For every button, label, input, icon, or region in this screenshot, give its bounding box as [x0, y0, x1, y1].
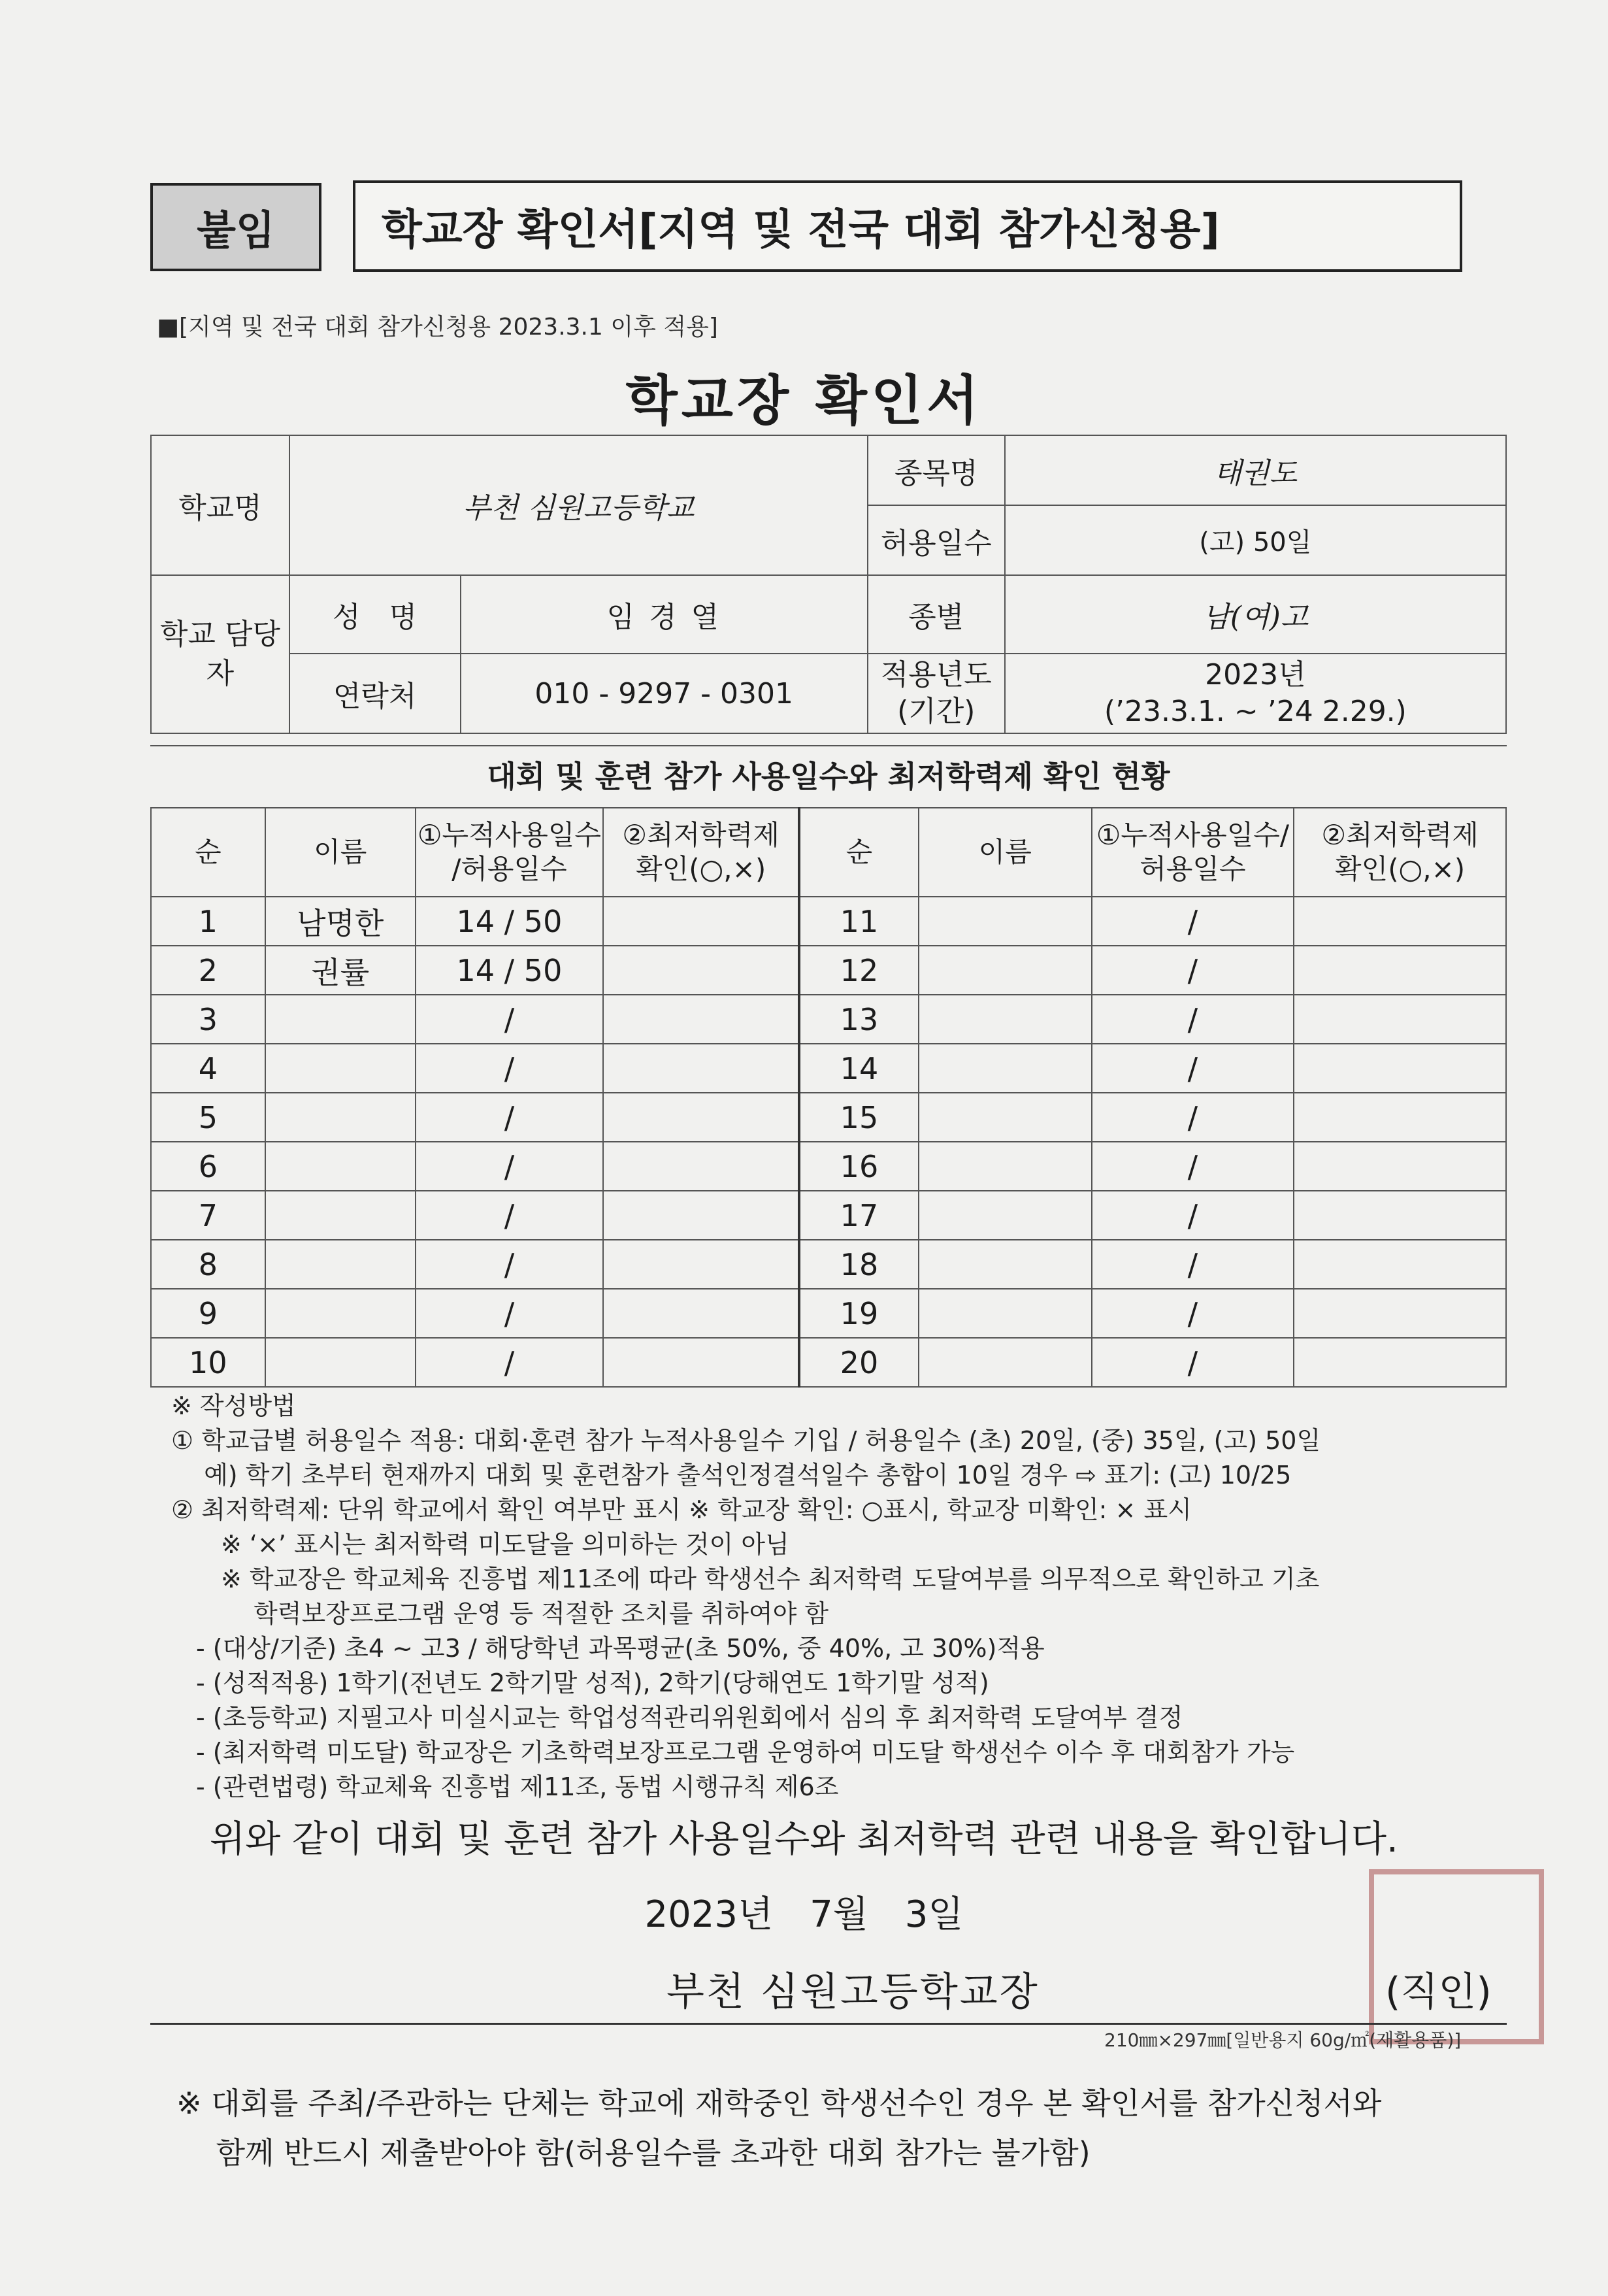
- header-days-right: ①누적사용일수/ 허용일수: [1092, 808, 1294, 897]
- principal-name: 부천 심원고등학교장: [666, 1969, 1040, 2015]
- official-seal: [1369, 1869, 1544, 2044]
- row-no: 12: [799, 946, 919, 995]
- instruction-line: 예) 학기 초부터 현재까지 대회 및 훈련참가 출석인정결석일수 총합이 10일 경우 ⇨ 표기: (고) 10/25: [171, 1461, 1292, 1489]
- instruction-line: - (초등학교) 지필고사 미실시교는 학업성적관리위원회에서 심의 후 최저학력 도달여부 결정: [171, 1703, 1183, 1732]
- row-days: /: [1092, 946, 1294, 995]
- allowed-days-value: (고) 50일: [1005, 505, 1506, 575]
- table-row: [151, 1240, 1506, 1289]
- row-days: /: [1092, 897, 1294, 946]
- instruction-line: - (최저학력 미도달) 학교장은 기초학력보장프로그램 운영하여 미도달 학생선수 이수 후 대회참가 가능: [171, 1738, 1295, 1767]
- row-name: [265, 995, 416, 1044]
- row-name: [919, 946, 1092, 995]
- row-name: [919, 1289, 1092, 1338]
- row-days: /: [416, 1142, 604, 1191]
- participation-table: [150, 807, 1507, 1388]
- row-check: [1294, 995, 1506, 1044]
- row-name: [919, 1093, 1092, 1142]
- row-days: /: [416, 1191, 604, 1240]
- row-days: /: [416, 995, 604, 1044]
- row-check: [603, 1289, 799, 1338]
- row-check: [1294, 897, 1506, 946]
- instruction-line: ※ ‘×’ 표시는 최저학력 미도달을 의미하는 것이 아님: [171, 1530, 789, 1559]
- row-name: [265, 1338, 416, 1387]
- row-days: /: [416, 1093, 604, 1142]
- row-no: 14: [799, 1044, 919, 1093]
- row-name: [919, 1240, 1092, 1289]
- apply-year-value: [1005, 654, 1506, 733]
- row-no: 16: [799, 1142, 919, 1191]
- applicability-note: ■[지역 및 전국 대회 참가신청용 2023.3.1 이후 적용]: [157, 314, 718, 341]
- section-title: 대회 및 훈련 참가 사용일수와 최저학력제 확인 현황: [150, 745, 1507, 807]
- row-no: 15: [799, 1093, 919, 1142]
- row-no: 2: [151, 946, 265, 995]
- instruction-line: 학력보장프로그램 운영 등 적절한 조치를 취하여야 함: [171, 1599, 829, 1628]
- row-check: [1294, 1338, 1506, 1387]
- table-row: [151, 1142, 1506, 1191]
- apply-year-label-line2: (기간): [897, 695, 976, 728]
- apply-year-label: [868, 654, 1005, 733]
- row-no: 3: [151, 995, 265, 1044]
- row-days: /: [1092, 1093, 1294, 1142]
- manager-label: 학교 담당자: [151, 575, 289, 733]
- row-no: 9: [151, 1289, 265, 1338]
- table-row: [151, 1338, 1506, 1387]
- row-no: 17: [799, 1191, 919, 1240]
- row-no: 8: [151, 1240, 265, 1289]
- row-no: 18: [799, 1240, 919, 1289]
- row-no: 11: [799, 897, 919, 946]
- row-check: [603, 946, 799, 995]
- instruction-line: ※ 학교장은 학교체육 진흥법 제11조에 따라 학생선수 최저학력 도달여부를 의무적으로 확인하고 기초: [171, 1565, 1320, 1593]
- table-row: [151, 1093, 1506, 1142]
- row-no: 20: [799, 1338, 919, 1387]
- instruction-line: ② 최저학력제: 단위 학교에서 확인 여부만 표시 ※ 학교장 확인: ○표시, 학교장 미확인: × 표시: [171, 1495, 1192, 1524]
- row-name: [265, 1093, 416, 1142]
- school-info-table: [150, 435, 1507, 734]
- footer-note: [176, 2078, 1516, 2178]
- row-no: 10: [151, 1338, 265, 1387]
- instruction-line: ① 학교급별 허용일수 적용: 대회·훈련 참가 누적사용일수 기입 / 허용일수 (초) 20일, (중) 35일, (고) 50일: [171, 1426, 1321, 1455]
- gender-value: 남(여)고: [1005, 575, 1506, 654]
- header-name-left: 이름: [265, 808, 416, 897]
- issue-date: 2023년 7월 3일: [644, 1893, 964, 1936]
- document-title: 학교장 확인서: [625, 370, 983, 432]
- row-check: [1294, 946, 1506, 995]
- header-name-right: 이름: [919, 808, 1092, 897]
- row-days: /: [416, 1338, 604, 1387]
- row-no: 7: [151, 1191, 265, 1240]
- manager-name-label: 성 명: [289, 575, 461, 654]
- divider: [150, 2023, 1507, 2025]
- row-check: [1294, 1142, 1506, 1191]
- row-check: [603, 1240, 799, 1289]
- row-no: 19: [799, 1289, 919, 1338]
- row-check: [1294, 1191, 1506, 1240]
- row-days: /: [1092, 1191, 1294, 1240]
- row-days: /: [1092, 1240, 1294, 1289]
- contact-label: 연락처: [289, 654, 461, 733]
- gender-label: 종별: [868, 575, 1005, 654]
- instruction-line: ※ 작성방법: [171, 1391, 296, 1420]
- instruction-line: - (성적적용) 1학기(전년도 2학기말 성적), 2학기(당해연도 1학기말 성적): [171, 1669, 989, 1697]
- footer-line-2: 함께 반드시 제출받아야 함(허용일수를 초과한 대회 참가는 불가함): [176, 2135, 1091, 2171]
- row-days: /: [416, 1044, 604, 1093]
- table-row: [151, 995, 1506, 1044]
- row-days: /: [1092, 1338, 1294, 1387]
- header-days-left: ①누적사용일수 /허용일수: [416, 808, 604, 897]
- row-check: [603, 995, 799, 1044]
- row-no: 13: [799, 995, 919, 1044]
- manager-name-value: 임 경 열: [461, 575, 868, 654]
- table-row: [151, 1044, 1506, 1093]
- row-name: [265, 1240, 416, 1289]
- row-name: [919, 1044, 1092, 1093]
- apply-year-value-line2: (’23.3.1. ~ ’24 2.29.): [1104, 695, 1407, 728]
- row-days: 14 / 50: [416, 946, 604, 995]
- row-check: [603, 1338, 799, 1387]
- row-check: [1294, 1240, 1506, 1289]
- row-check: [603, 1044, 799, 1093]
- row-check: [603, 1191, 799, 1240]
- row-check: [603, 1093, 799, 1142]
- row-name: [919, 1142, 1092, 1191]
- row-name: [919, 1338, 1092, 1387]
- header-no-left: 순: [151, 808, 265, 897]
- paper-spec: 210㎜×297㎜[일반용지 60g/㎡(재활용품)]: [1104, 2029, 1462, 2051]
- school-name-label: 학교명: [151, 435, 289, 575]
- table-row: [151, 897, 1506, 946]
- row-days: /: [1092, 1044, 1294, 1093]
- row-name: [265, 1191, 416, 1240]
- row-name: [919, 995, 1092, 1044]
- row-name: [265, 1289, 416, 1338]
- table-row: [151, 946, 1506, 995]
- row-name: [265, 1044, 416, 1093]
- row-check: [603, 897, 799, 946]
- row-name: 권률: [265, 946, 416, 995]
- apply-year-value-line1: 2023년: [1205, 658, 1306, 691]
- header-no-right: 순: [799, 808, 919, 897]
- row-check: [1294, 1044, 1506, 1093]
- instructions: [171, 1389, 1517, 1805]
- row-no: 1: [151, 897, 265, 946]
- seal-label: (직인): [1385, 1969, 1492, 2015]
- event-label: 종목명: [868, 435, 1005, 505]
- header-title: 학교장 확인서[지역 및 전국 대회 참가신청용]: [353, 180, 1462, 272]
- row-days: /: [1092, 995, 1294, 1044]
- row-name: [265, 1142, 416, 1191]
- row-days: /: [1092, 1289, 1294, 1338]
- row-name: [919, 897, 1092, 946]
- row-days: /: [416, 1289, 604, 1338]
- row-check: [1294, 1289, 1506, 1338]
- footer-line-1: ※ 대회를 주최/주관하는 단체는 학교에 재학중인 학생선수인 경우 본 확인서를 참가신청서와: [176, 2086, 1382, 2121]
- row-days: /: [1092, 1142, 1294, 1191]
- row-name: [919, 1191, 1092, 1240]
- table-row: [151, 1191, 1506, 1240]
- row-no: 5: [151, 1093, 265, 1142]
- instruction-line: - (대상/기준) 초4 ~ 고3 / 해당학년 과목평균(초 50%, 중 40%, 고 30%)적용: [171, 1634, 1045, 1663]
- attachment-tag: 붙임: [150, 183, 321, 271]
- allowed-days-label: 허용일수: [868, 505, 1005, 575]
- row-no: 6: [151, 1142, 265, 1191]
- table-row: [151, 1289, 1506, 1338]
- confirmation-statement: 위와 같이 대회 및 훈련 참가 사용일수와 최저학력 관련 내용을 확인합니다.: [210, 1818, 1398, 1861]
- row-check: [603, 1142, 799, 1191]
- header-check-right: ②최저학력제 확인(○,×): [1294, 808, 1506, 897]
- apply-year-label-line1: 적용년도: [880, 658, 992, 691]
- row-check: [1294, 1093, 1506, 1142]
- row-no: 4: [151, 1044, 265, 1093]
- row-days: 14 / 50: [416, 897, 604, 946]
- header-check-left: ②최저학력제 확인(○,×): [603, 808, 799, 897]
- contact-value: 010 - 9297 - 0301: [461, 654, 868, 733]
- event-value: 태권도: [1005, 435, 1506, 505]
- row-name: 남명한: [265, 897, 416, 946]
- instruction-line: - (관련법령) 학교체육 진흥법 제11조, 동법 시행규칙 제6조: [171, 1772, 839, 1801]
- school-name-value: 부천 심원고등학교: [289, 435, 868, 575]
- row-days: /: [416, 1240, 604, 1289]
